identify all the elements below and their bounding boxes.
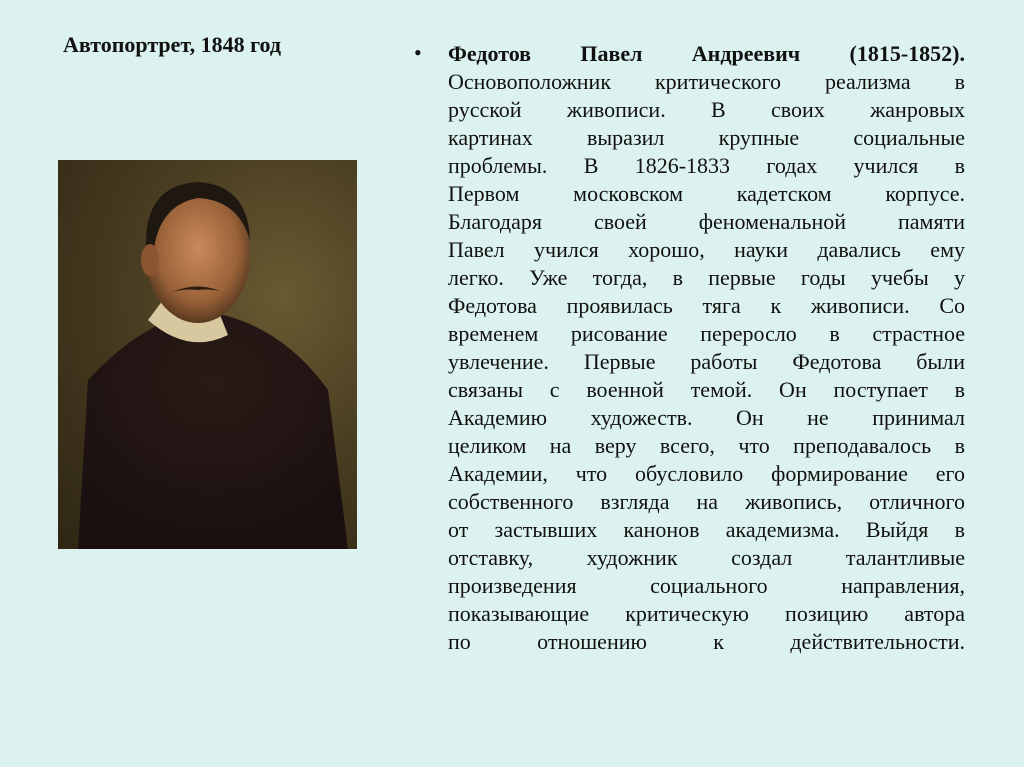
text-line: Федотова проявилась тяга к живописи. Со bbox=[448, 293, 965, 318]
text-line: показывающие критическую позицию автора bbox=[448, 601, 965, 626]
bullet-marker: • bbox=[414, 40, 422, 65]
self-portrait-image bbox=[58, 160, 357, 549]
text-line: русской живописи. В своих жанровых bbox=[448, 97, 965, 122]
biography-heading: Федотов Павел Андреевич (1815-1852). bbox=[448, 41, 965, 66]
text-line: Павел учился хорошо, науки давались ему bbox=[448, 237, 965, 262]
text-line: временем рисование переросло в страстное bbox=[448, 321, 965, 346]
text-line: легко. Уже тогда, в первые годы учебы у bbox=[448, 265, 965, 290]
text-line: Благодаря своей феноменальной памяти bbox=[448, 209, 965, 234]
text-line: произведения социального направления, bbox=[448, 573, 965, 598]
text-line: увлечение. Первые работы Федотова были bbox=[448, 349, 965, 374]
text-line: связаны с военной темой. Он поступает в bbox=[448, 377, 965, 402]
text-line: Основоположник критического реализма в bbox=[448, 69, 965, 94]
text-line: Академию художеств. Он не принимал bbox=[448, 405, 965, 430]
biography-paragraph bbox=[448, 40, 965, 656]
text-line: Первом московском кадетском корпусе. bbox=[448, 181, 965, 206]
text-line: Академии, что обусловило формирование его bbox=[448, 461, 965, 486]
text-line: от застывших канонов академизма. Выйдя в bbox=[448, 517, 965, 542]
text-line: целиком на веру всего, что преподавалось в bbox=[448, 433, 965, 458]
text-line: проблемы. В 1826-1833 годах учился в bbox=[448, 153, 965, 178]
text-line: собственного взгляда на живопись, отличного bbox=[448, 489, 965, 514]
portrait-caption: Автопортрет, 1848 год bbox=[63, 32, 282, 57]
text-line: по отношению к действительности. bbox=[448, 629, 965, 654]
text-line: картинах выразил крупные социальные bbox=[448, 125, 965, 150]
text-line: отставку, художник создал талантливые bbox=[448, 545, 965, 570]
portrait-painting-icon bbox=[58, 160, 357, 549]
